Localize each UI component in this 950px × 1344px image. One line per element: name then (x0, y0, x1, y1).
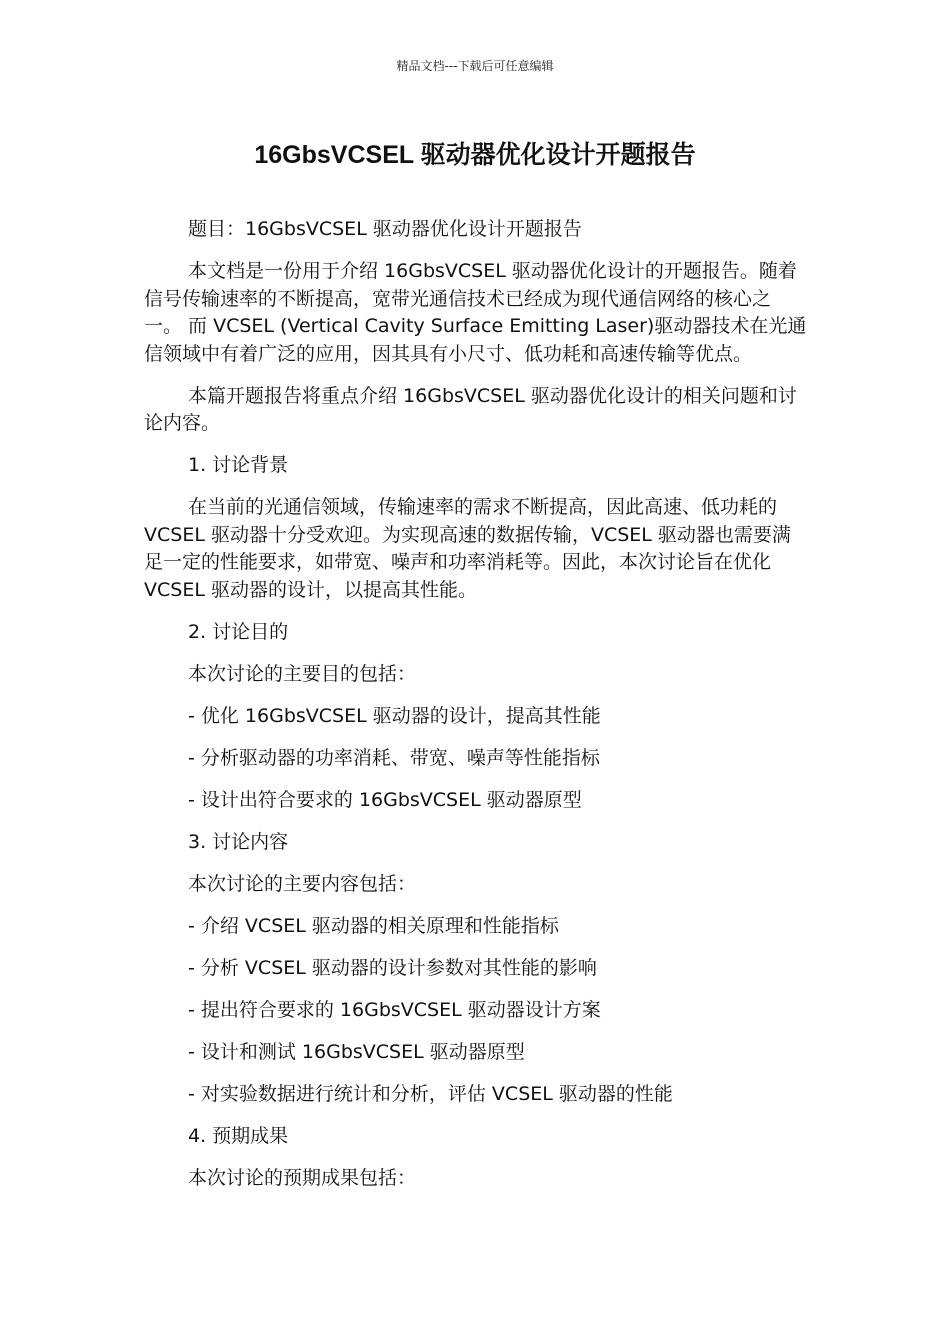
paragraph-subject: 题目：16GbsVCSEL 驱动器优化设计开题报告 (188, 218, 582, 240)
list-item: - 分析 VCSEL 驱动器的设计参数对其性能的影响 (188, 956, 597, 979)
section-heading-content: 3. 讨论内容 (188, 830, 289, 853)
paragraph-intro: 本文档是一份用于介绍 16GbsVCSEL 驱动器优化设计的开题报告。随着信号传输速率的不断提高，宽带光通信技术已经成为现代通信网络的核心之一。 而 VCSEL (Vertical Cavity Surface Emitting Laser)驱动器技术在光通信领域中有着广泛的应用，因其具有小尺寸、低功耗和高速传输等优点。 (144, 260, 807, 365)
list-item: - 设计和测试 16GbsVCSEL 驱动器原型 (188, 1040, 525, 1063)
document-title: 16GbsVCSEL 驱动器优化设计开题报告 (254, 141, 696, 169)
list-item: - 介绍 VCSEL 驱动器的相关原理和性能指标 (188, 914, 559, 937)
list-item: - 设计出符合要求的 16GbsVCSEL 驱动器原型 (188, 788, 582, 811)
paragraph-purpose-lead: 本次讨论的主要目的包括： (188, 662, 417, 685)
section-heading-purpose: 2. 讨论目的 (188, 620, 289, 643)
document-body (144, 216, 808, 1207)
paragraph-background: 在当前的光通信领域，传输速率的需求不断提高，因此高速、低功耗的 VCSEL 驱动器十分受欢迎。为实现高速的数据传输，VCSEL 驱动器也需要满足一定的性能要求，如带宽、噪声和功率消耗等。因此，本次讨论旨在优化 VCSEL 驱动器的设计，以提高其性能。 (144, 496, 791, 601)
page-header: 精品文档---下载后可任意编辑 (396, 59, 554, 73)
paragraph-focus: 本篇开题报告将重点介绍 16GbsVCSEL 驱动器优化设计的相关问题和讨论内容。 (144, 384, 797, 434)
list-item: - 分析驱动器的功率消耗、带宽、噪声等性能指标 (188, 746, 600, 769)
section-heading-background: 1. 讨论背景 (188, 454, 289, 476)
paragraph-content-lead: 本次讨论的主要内容包括： (188, 872, 417, 895)
paragraph-outcomes-lead: 本次讨论的预期成果包括： (188, 1166, 417, 1189)
list-item: - 提出符合要求的 16GbsVCSEL 驱动器设计方案 (188, 998, 601, 1021)
list-item: - 优化 16GbsVCSEL 驱动器的设计，提高其性能 (188, 704, 601, 727)
list-item: - 对实验数据进行统计和分析，评估 VCSEL 驱动器的性能 (188, 1082, 673, 1105)
section-heading-outcomes: 4. 预期成果 (188, 1124, 289, 1147)
